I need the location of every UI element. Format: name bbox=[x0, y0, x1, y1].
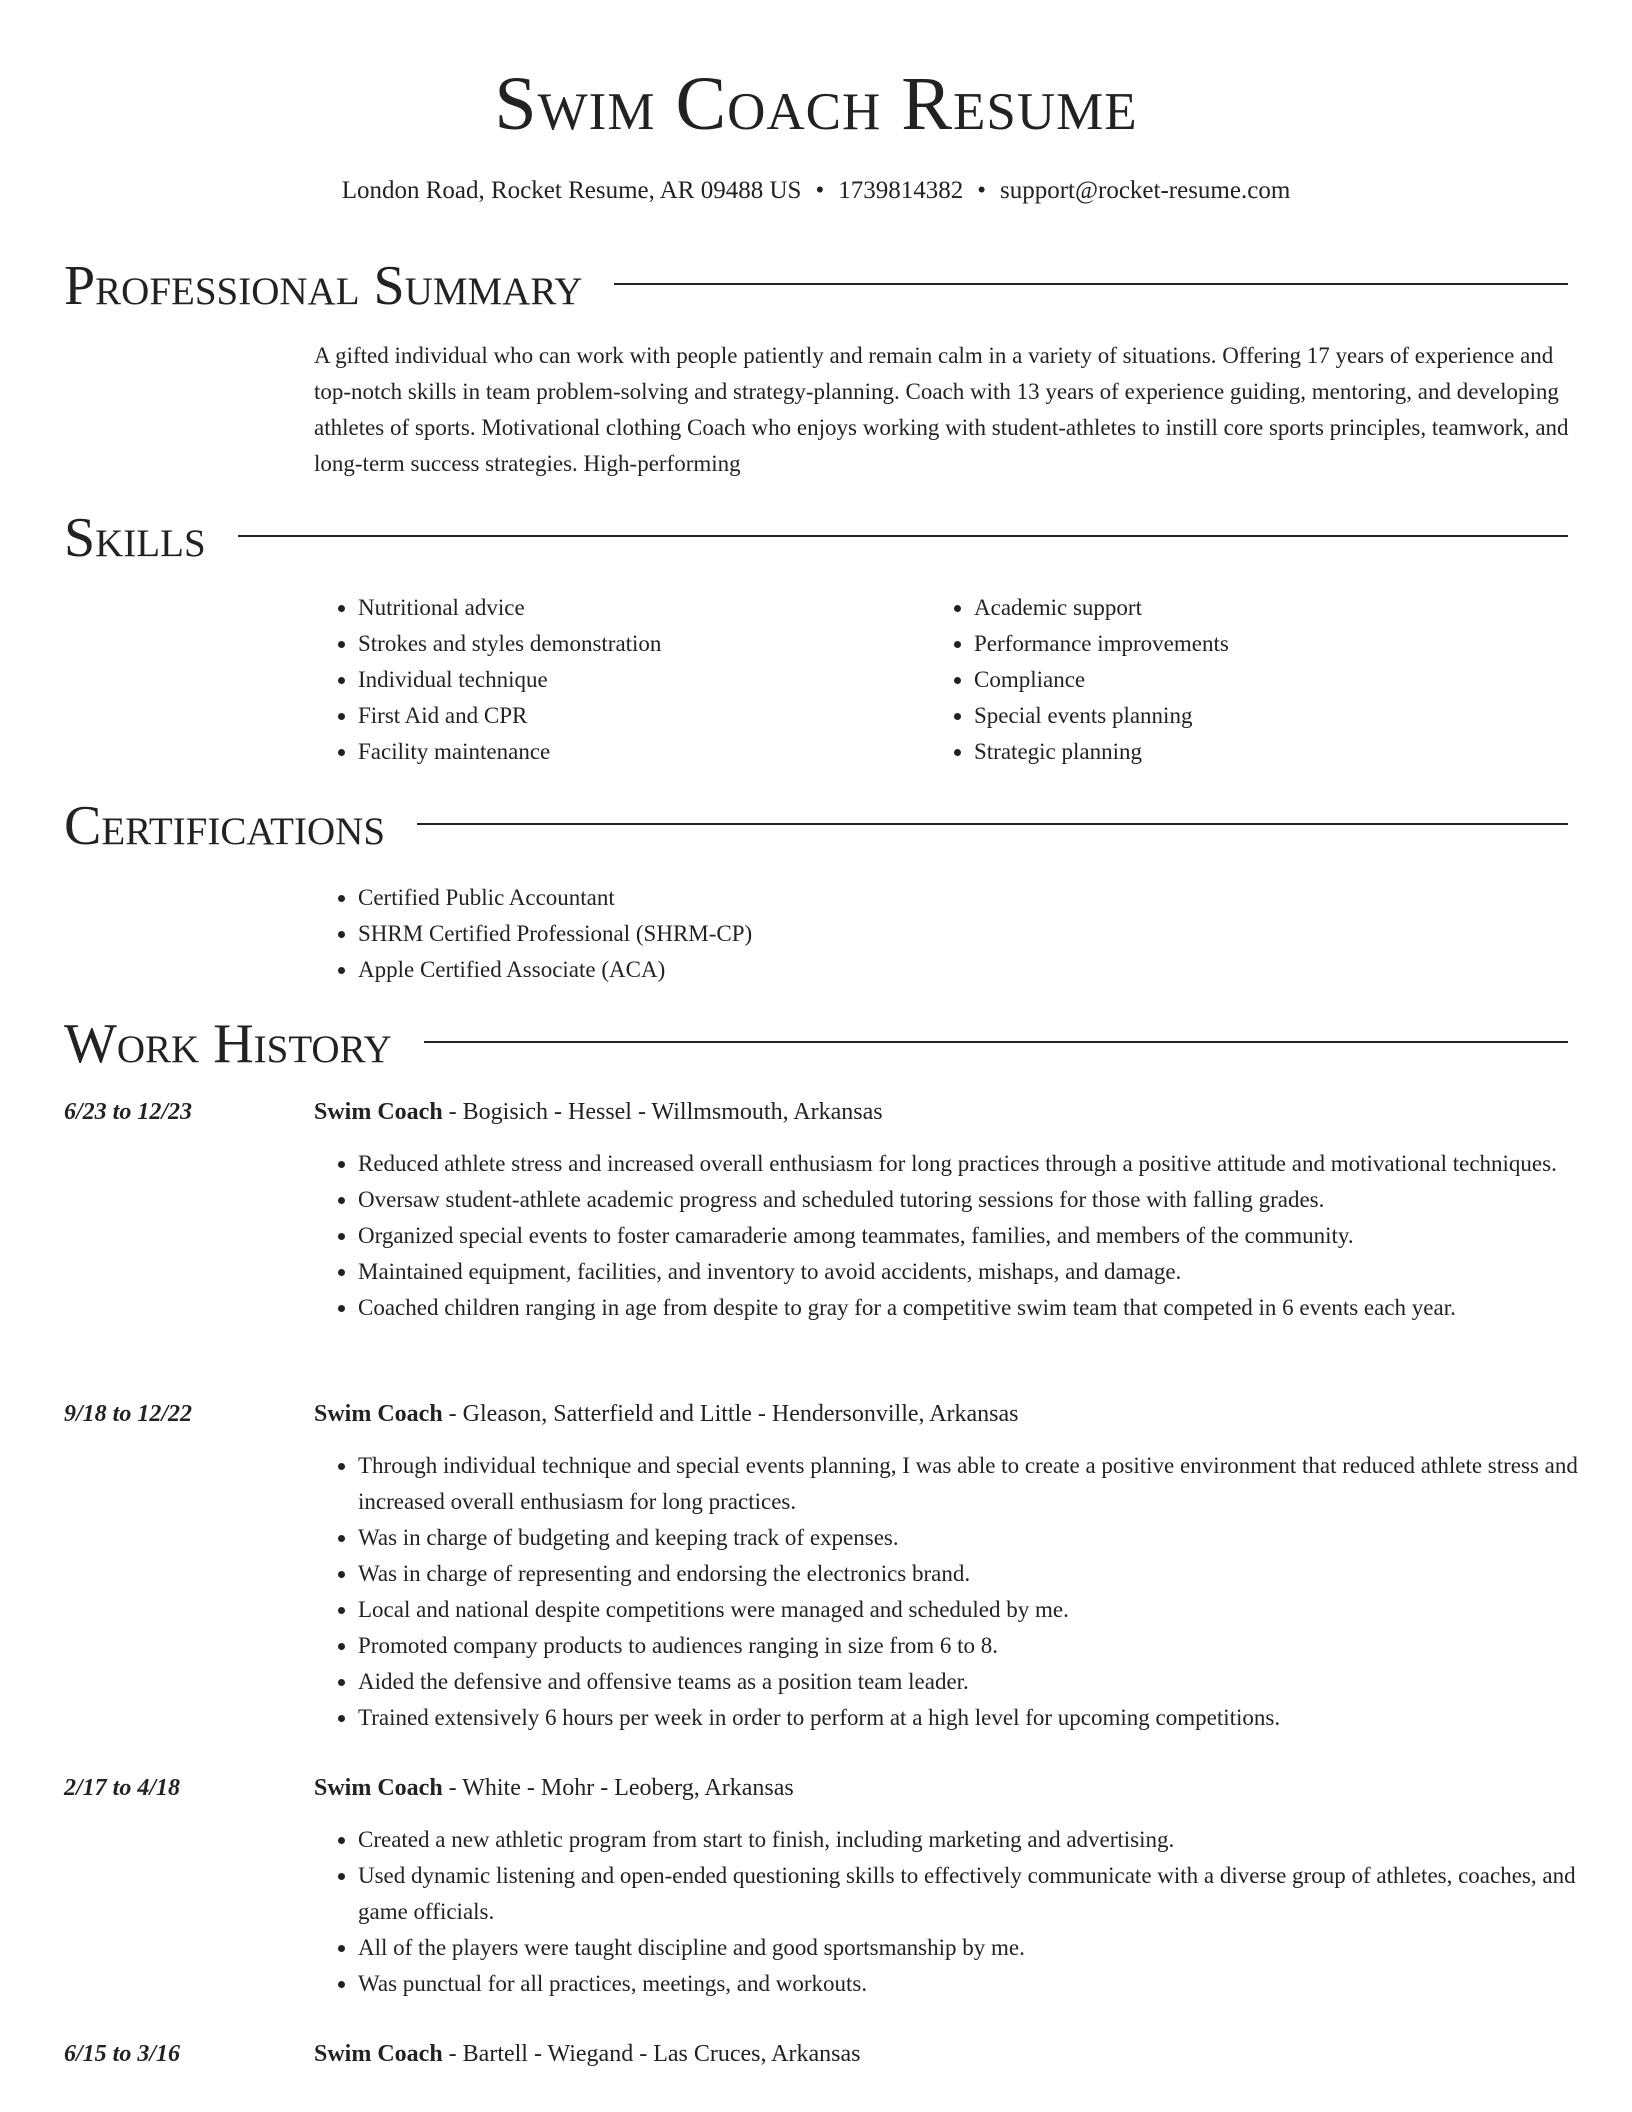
job-dates: 2/17 to 4/18 bbox=[64, 1775, 181, 1801]
summary-section-header bbox=[64, 254, 1568, 318]
job-heading bbox=[314, 1770, 794, 1806]
skill-item: • Academic support bbox=[974, 590, 1570, 626]
separator-dot: • bbox=[815, 177, 825, 204]
skills-list-right bbox=[930, 590, 1570, 770]
skills-heading: Skills bbox=[64, 507, 206, 569]
skill-item: • Strategic planning bbox=[974, 734, 1570, 770]
job-bullet: • Was punctual for all practices, meetings, and workouts. bbox=[358, 1966, 1624, 2002]
job-bullet: • Was in charge of budgeting and keeping track of expenses. bbox=[358, 1520, 1624, 1556]
job-bullet: • Organized special events to foster camaraderie among teammates, families, and members of the community. bbox=[358, 1218, 1624, 1254]
certification-item: • Certified Public Accountant bbox=[358, 880, 1564, 916]
job-bullet: • Aided the defensive and offensive teams as a position team leader. bbox=[358, 1664, 1624, 1700]
job-heading bbox=[314, 1396, 1019, 1432]
job-employer: - Bartell - Wiegand - Las Cruces, Arkansas bbox=[442, 2041, 861, 2067]
work-history-heading: Work History bbox=[64, 1013, 392, 1075]
work-history-section-header bbox=[64, 1012, 1568, 1076]
skills-list-left bbox=[314, 590, 914, 770]
job-employer: - Bogisich - Hessel - Willmsmouth, Arkansas bbox=[442, 1099, 883, 1125]
job-bullets bbox=[314, 1822, 1624, 2002]
address: London Road, Rocket Resume, AR 09488 US bbox=[341, 177, 802, 204]
separator-dot: • bbox=[977, 177, 986, 204]
job-dates: 6/23 to 12/23 bbox=[64, 1099, 193, 1125]
section-divider bbox=[614, 283, 1568, 285]
skill-item: • Individual technique bbox=[358, 662, 914, 698]
skills-section-header bbox=[64, 506, 1568, 570]
job-bullets bbox=[314, 1448, 1624, 1736]
job-bullet: • Was in charge of representing and endorsing the electronics brand. bbox=[358, 1556, 1624, 1592]
job-dates: 9/18 to 12/22 bbox=[64, 1401, 193, 1427]
job-bullet: • All of the players were taught discipline and good sportsmanship by me. bbox=[358, 1930, 1624, 1966]
certifications-section-header bbox=[64, 794, 1568, 858]
job-role: Swim Coach bbox=[314, 1099, 443, 1125]
certification-item: • Apple Certified Associate (ACA) bbox=[358, 952, 1564, 988]
job-bullet: • Promoted company products to audiences ranging in size from 6 to 8. bbox=[358, 1628, 1624, 1664]
email: support@rocket-resume.com bbox=[999, 177, 1291, 204]
job-dates: 6/15 to 3/16 bbox=[64, 2041, 181, 2067]
job-employer: - Gleason, Satterfield and Little - Hendersonville, Arkansas bbox=[442, 1401, 1019, 1427]
summary-text: A gifted individual who can work with people patiently and remain calm in a variety of situations. Offering 17 years of experience and top-notch skills in team problem-solving and strategy-planning. Coach with 13 years of experience guiding, mentoring, and developing athletes of sports. Motivational clothing Coach who enjoys working with student-athletes to instill core sports principles, teamwork, and long-term success strategies. High-performing bbox=[314, 343, 1569, 476]
certifications-block bbox=[314, 880, 1564, 988]
phone: 1739814382 bbox=[838, 177, 964, 204]
job-bullet-list bbox=[314, 1146, 1624, 1326]
skill-item: • Facility maintenance bbox=[358, 734, 914, 770]
summary-heading: Professional Summary bbox=[64, 255, 583, 317]
job-bullet: • Oversaw student-athlete academic progress and scheduled tutoring sessions for those with falling grades. bbox=[358, 1182, 1624, 1218]
certifications-heading: Certifications bbox=[64, 795, 386, 857]
section-divider bbox=[417, 823, 1568, 825]
job-bullet: • Used dynamic listening and open-ended questioning skills to effectively communicate with a diverse group of athletes, coaches, and game officials. bbox=[358, 1858, 1624, 1930]
job-bullet: • Reduced athlete stress and increased overall enthusiasm for long practices through a positive attitude and motivational techniques. bbox=[358, 1146, 1624, 1182]
job-bullet-list bbox=[314, 1822, 1624, 2002]
contact-line bbox=[0, 174, 1632, 208]
skill-item: • Nutritional advice bbox=[358, 590, 914, 626]
job-bullet-list bbox=[314, 1448, 1624, 1736]
skill-item: • First Aid and CPR bbox=[358, 698, 914, 734]
job-bullet: • Local and national despite competitions were managed and scheduled by me. bbox=[358, 1592, 1624, 1628]
skills-column-left bbox=[314, 590, 914, 770]
job-bullet: • Trained extensively 6 hours per week in order to perform at a high level for upcoming competitions. bbox=[358, 1700, 1624, 1736]
job-bullets bbox=[314, 1146, 1624, 1326]
skill-item: • Special events planning bbox=[974, 698, 1570, 734]
job-bullet: • Coached children ranging in age from despite to gray for a competitive swim team that competed in 6 events each year. bbox=[358, 1290, 1624, 1326]
job-bullet: • Maintained equipment, facilities, and inventory to avoid accidents, mishaps, and damage. bbox=[358, 1254, 1624, 1290]
skill-item: • Compliance bbox=[974, 662, 1570, 698]
job-bullet: • Through individual technique and special events planning, I was able to create a positive environment that reduced athlete stress and increased overall enthusiasm for long practices. bbox=[358, 1448, 1624, 1520]
job-role: Swim Coach bbox=[314, 2041, 443, 2067]
job-heading bbox=[314, 1094, 883, 1130]
certifications-list bbox=[314, 880, 1564, 988]
job-role: Swim Coach bbox=[314, 1775, 443, 1801]
job-employer: - White - Mohr - Leoberg, Arkansas bbox=[442, 1775, 794, 1801]
certification-item: • SHRM Certified Professional (SHRM-CP) bbox=[358, 916, 1564, 952]
skill-item: • Strokes and styles demonstration bbox=[358, 626, 914, 662]
skills-column-right bbox=[930, 590, 1570, 770]
job-bullet: • Created a new athletic program from start to finish, including marketing and advertising. bbox=[358, 1822, 1624, 1858]
job-role: Swim Coach bbox=[314, 1401, 443, 1427]
job-heading bbox=[314, 2036, 860, 2072]
resume-title: Swim Coach Resume bbox=[494, 62, 1138, 146]
section-divider bbox=[238, 535, 1568, 537]
section-divider bbox=[424, 1041, 1568, 1043]
skill-item: • Performance improvements bbox=[974, 626, 1570, 662]
